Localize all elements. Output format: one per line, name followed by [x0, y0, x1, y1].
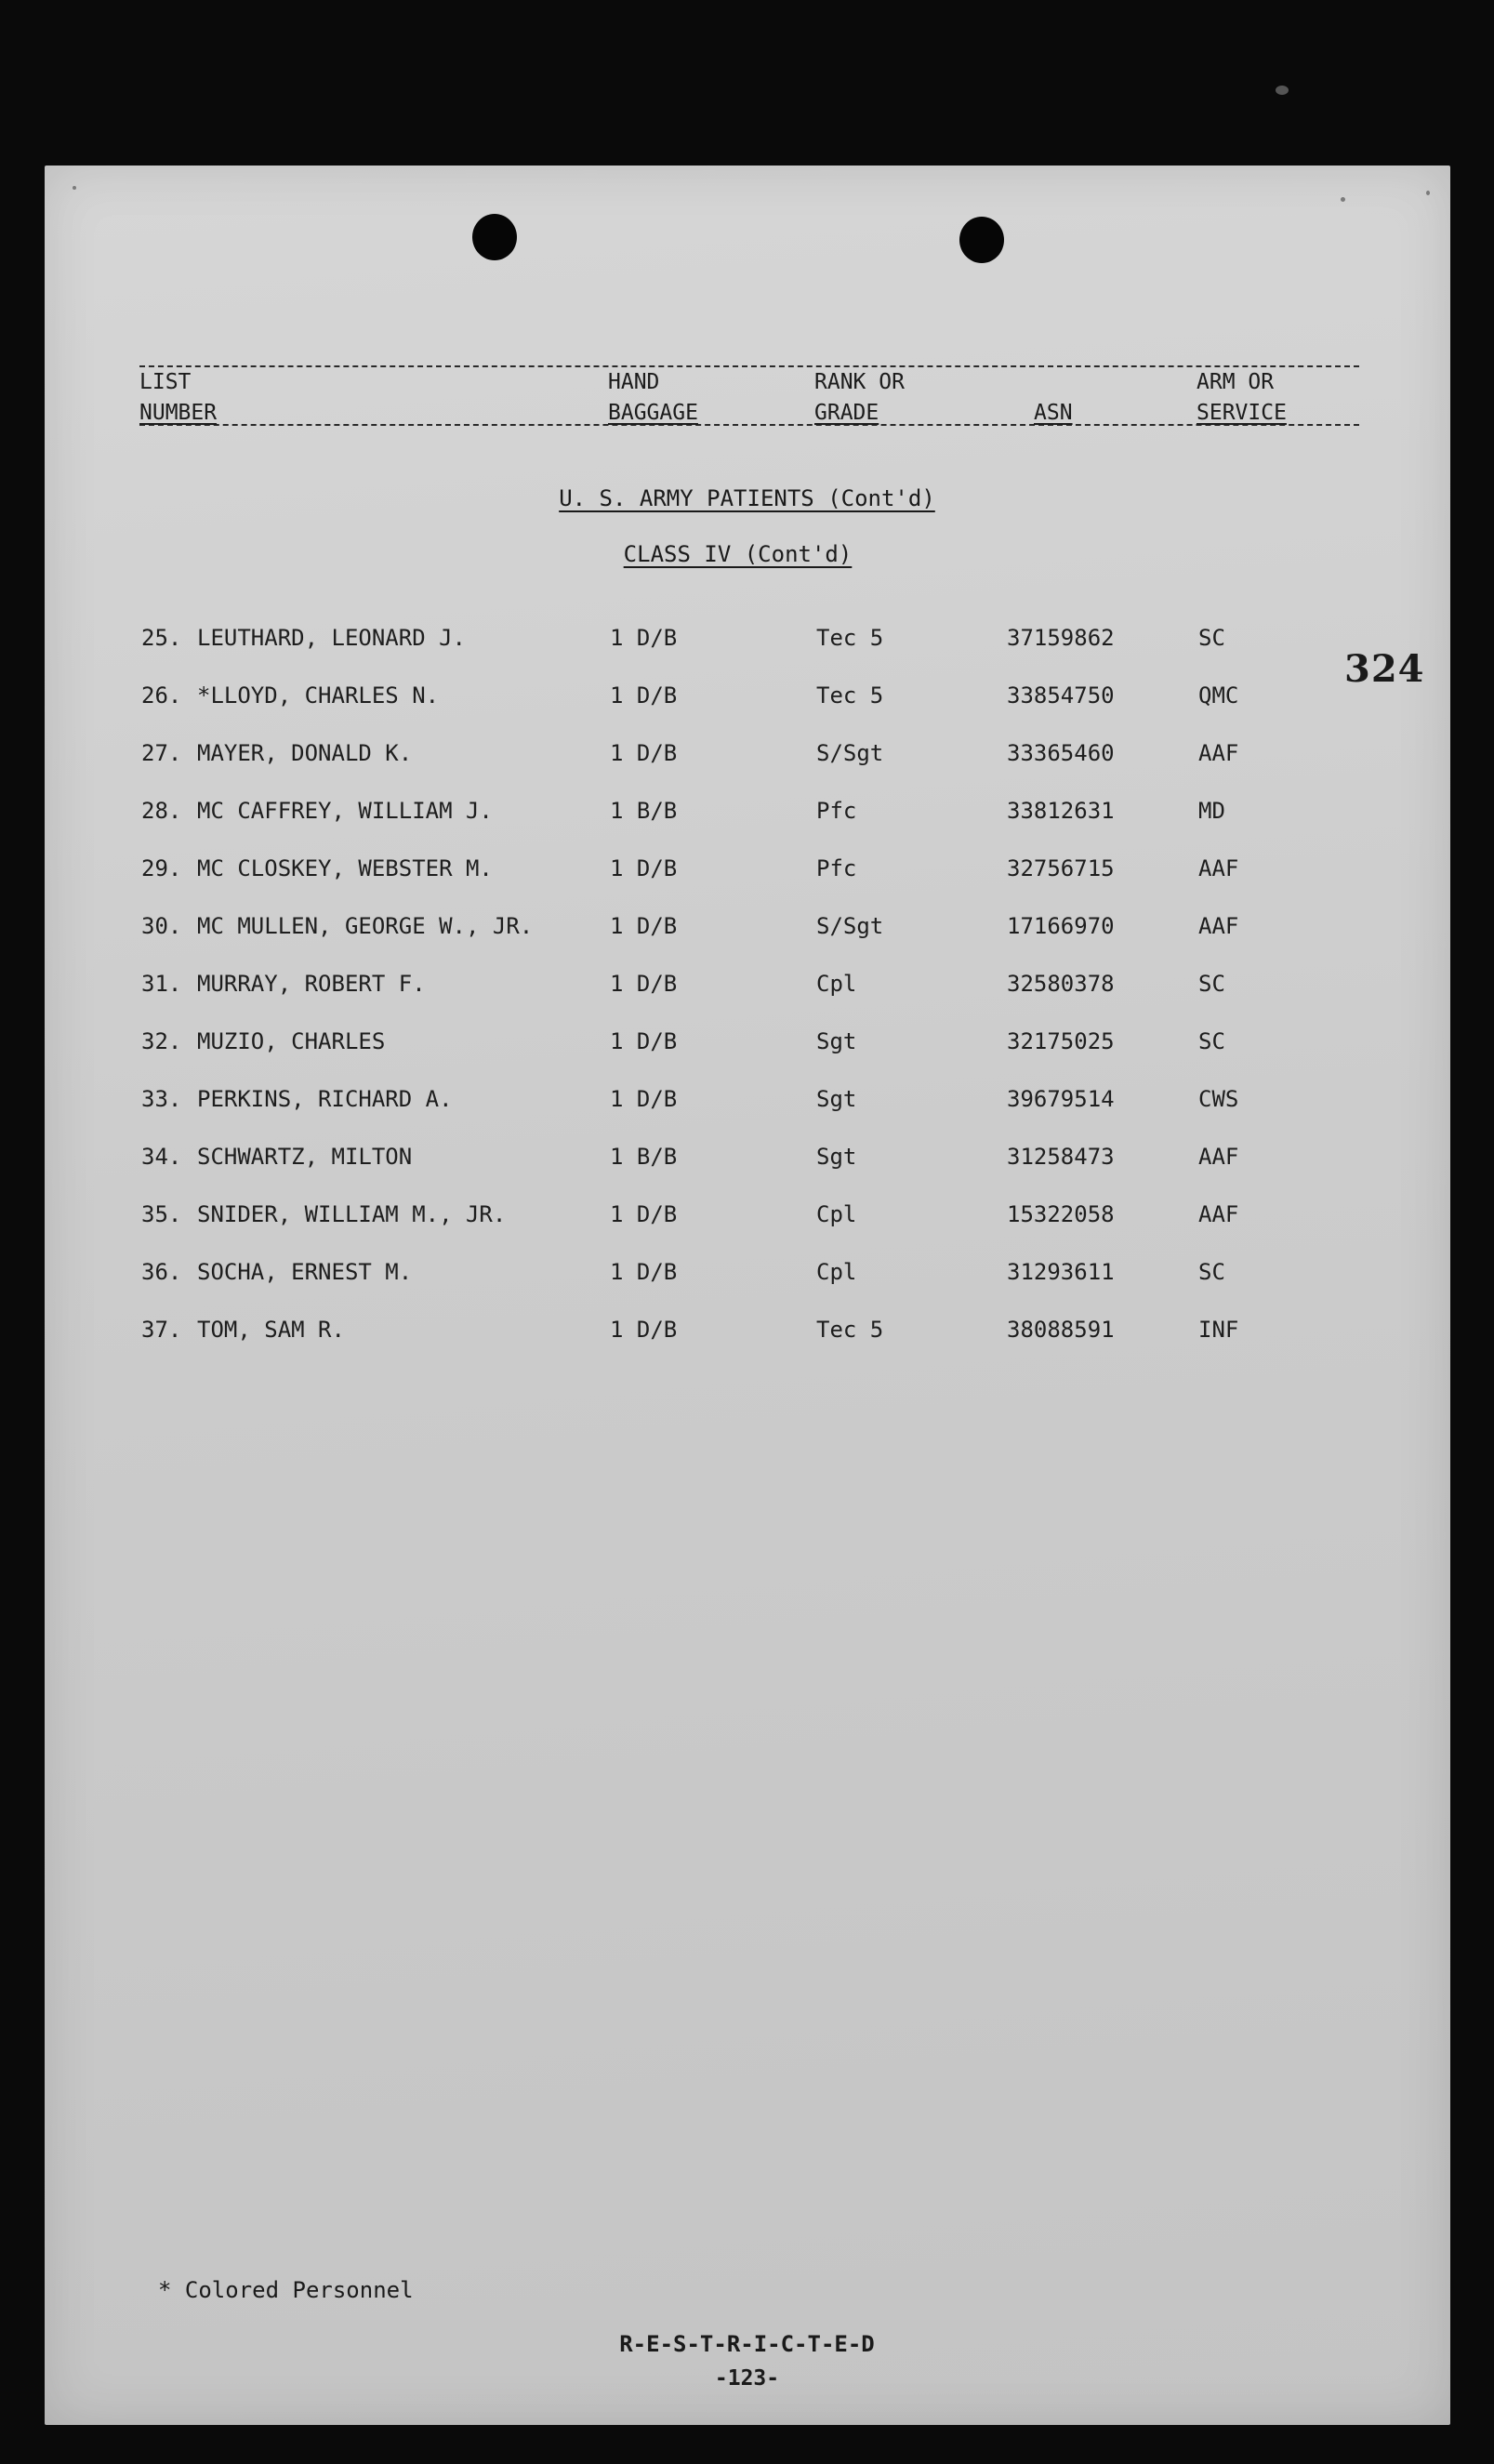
row-arm-service: SC: [1198, 971, 1225, 997]
table-row: [0, 1317, 1494, 1374]
row-asn: 32580378: [1007, 971, 1115, 997]
row-asn: 33812631: [1007, 798, 1115, 824]
row-name: MC CAFFREY, WILLIAM J.: [197, 798, 493, 824]
row-baggage: 1 D/B: [610, 682, 678, 709]
table-row: [0, 682, 1494, 740]
row-arm-service: AAF: [1198, 913, 1239, 939]
row-rank: Tec 5: [816, 625, 884, 651]
row-baggage: 1 D/B: [610, 1086, 678, 1112]
header-bottom-rule: [139, 424, 1359, 426]
row-name: SOCHA, ERNEST M.: [197, 1259, 413, 1285]
row-name: MAYER, DONALD K.: [197, 740, 413, 766]
row-rank: Tec 5: [816, 1317, 884, 1343]
header-rank-grade: [814, 367, 905, 429]
row-arm-service: SC: [1198, 625, 1225, 651]
row-asn: 15322058: [1007, 1201, 1115, 1227]
header-rank-line2: GRADE: [814, 401, 879, 425]
row-number: 30.: [141, 913, 182, 939]
speck: [1276, 86, 1289, 95]
row-number: 34.: [141, 1144, 182, 1170]
header-asn-label: ASN: [1034, 401, 1073, 425]
row-number: 28.: [141, 798, 182, 824]
row-baggage: 1 D/B: [610, 1201, 678, 1227]
row-number: 33.: [141, 1086, 182, 1112]
punch-hole-left: [472, 214, 517, 260]
row-name: SNIDER, WILLIAM M., JR.: [197, 1201, 507, 1227]
row-arm-service: SC: [1198, 1259, 1225, 1285]
row-baggage: 1 D/B: [610, 1028, 678, 1054]
row-number: 32.: [141, 1028, 182, 1054]
table-row: [0, 1144, 1494, 1201]
row-name: MC MULLEN, GEORGE W., JR.: [197, 913, 534, 939]
table-row: [0, 740, 1494, 798]
header-arm-service: [1197, 367, 1287, 429]
row-rank: Pfc: [816, 855, 857, 881]
personnel-list: [0, 625, 1494, 1374]
table-row: [0, 971, 1494, 1028]
row-rank: S/Sgt: [816, 740, 884, 766]
row-name: PERKINS, RICHARD A.: [197, 1086, 453, 1112]
row-number: 37.: [141, 1317, 182, 1343]
row-rank: Cpl: [816, 1201, 857, 1227]
row-rank: Sgt: [816, 1144, 857, 1170]
row-baggage: 1 D/B: [610, 855, 678, 881]
header-asn: [1034, 398, 1073, 429]
row-asn: 33365460: [1007, 740, 1115, 766]
row-rank: Sgt: [816, 1028, 857, 1054]
row-number: 31.: [141, 971, 182, 997]
header-baggage-line1: HAND: [608, 370, 660, 394]
row-asn: 17166970: [1007, 913, 1115, 939]
row-arm-service: AAF: [1198, 740, 1239, 766]
row-baggage: 1 D/B: [610, 1259, 678, 1285]
row-asn: 39679514: [1007, 1086, 1115, 1112]
header-top-rule: [139, 365, 1359, 367]
row-rank: S/Sgt: [816, 913, 884, 939]
row-arm-service: MD: [1198, 798, 1225, 824]
speck: [1426, 191, 1430, 195]
page-stamp-number: 324: [1344, 647, 1425, 691]
classification-marking: R-E-S-T-R-I-C-T-E-D: [619, 2331, 875, 2357]
header-hand-baggage: [608, 367, 698, 429]
row-rank: Cpl: [816, 971, 857, 997]
header-arm-line1: ARM OR: [1197, 370, 1275, 394]
header-arm-line2: SERVICE: [1197, 401, 1287, 425]
row-baggage: 1 D/B: [610, 971, 678, 997]
row-arm-service: AAF: [1198, 1144, 1239, 1170]
row-rank: Cpl: [816, 1259, 857, 1285]
row-asn: 31293611: [1007, 1259, 1115, 1285]
row-baggage: 1 B/B: [610, 798, 678, 824]
row-arm-service: INF: [1198, 1317, 1239, 1343]
header-baggage-line2: BAGGAGE: [608, 401, 698, 425]
table-row: [0, 1086, 1494, 1144]
table-row: [0, 913, 1494, 971]
table-row: [0, 625, 1494, 682]
table-row: [0, 1259, 1494, 1317]
row-name: TOM, SAM R.: [197, 1317, 345, 1343]
table-row: [0, 1201, 1494, 1259]
table-row: [0, 1028, 1494, 1086]
header-list-line1: LIST: [139, 370, 192, 394]
row-name: *LLOYD, CHARLES N.: [197, 682, 440, 709]
footnote: * Colored Personnel: [158, 2277, 414, 2303]
row-asn: 32756715: [1007, 855, 1115, 881]
row-number: 27.: [141, 740, 182, 766]
header-list-line2: NUMBER: [139, 401, 218, 425]
row-baggage: 1 D/B: [610, 1317, 678, 1343]
row-asn: 31258473: [1007, 1144, 1115, 1170]
row-name: SCHWARTZ, MILTON: [197, 1144, 413, 1170]
row-number: 35.: [141, 1201, 182, 1227]
header-list-number: [139, 367, 217, 429]
row-asn: 37159862: [1007, 625, 1115, 651]
row-rank: Sgt: [816, 1086, 857, 1112]
row-asn: 32175025: [1007, 1028, 1115, 1054]
row-name: MC CLOSKEY, WEBSTER M.: [197, 855, 493, 881]
row-name: LEUTHARD, LEONARD J.: [197, 625, 466, 651]
row-baggage: 1 D/B: [610, 913, 678, 939]
speck: [73, 186, 76, 190]
row-number: 36.: [141, 1259, 182, 1285]
row-baggage: 1 B/B: [610, 1144, 678, 1170]
row-name: MURRAY, ROBERT F.: [197, 971, 426, 997]
table-row: [0, 855, 1494, 913]
punch-hole-right: [959, 217, 1004, 263]
class-title: CLASS IV (Cont'd): [623, 541, 853, 567]
page-number: -123-: [714, 2366, 780, 2391]
table-row: [0, 798, 1494, 855]
row-baggage: 1 D/B: [610, 625, 678, 651]
speck: [1341, 197, 1345, 202]
row-number: 29.: [141, 855, 182, 881]
row-arm-service: CWS: [1198, 1086, 1239, 1112]
row-asn: 38088591: [1007, 1317, 1115, 1343]
row-arm-service: QMC: [1198, 682, 1239, 709]
row-asn: 33854750: [1007, 682, 1115, 709]
row-rank: Pfc: [816, 798, 857, 824]
row-arm-service: AAF: [1198, 1201, 1239, 1227]
row-number: 25.: [141, 625, 182, 651]
section-title: U. S. ARMY PATIENTS (Cont'd): [559, 485, 935, 511]
row-baggage: 1 D/B: [610, 740, 678, 766]
row-arm-service: SC: [1198, 1028, 1225, 1054]
row-rank: Tec 5: [816, 682, 884, 709]
row-number: 26.: [141, 682, 182, 709]
row-arm-service: AAF: [1198, 855, 1239, 881]
header-rank-line1: RANK OR: [814, 370, 905, 394]
row-name: MUZIO, CHARLES: [197, 1028, 386, 1054]
